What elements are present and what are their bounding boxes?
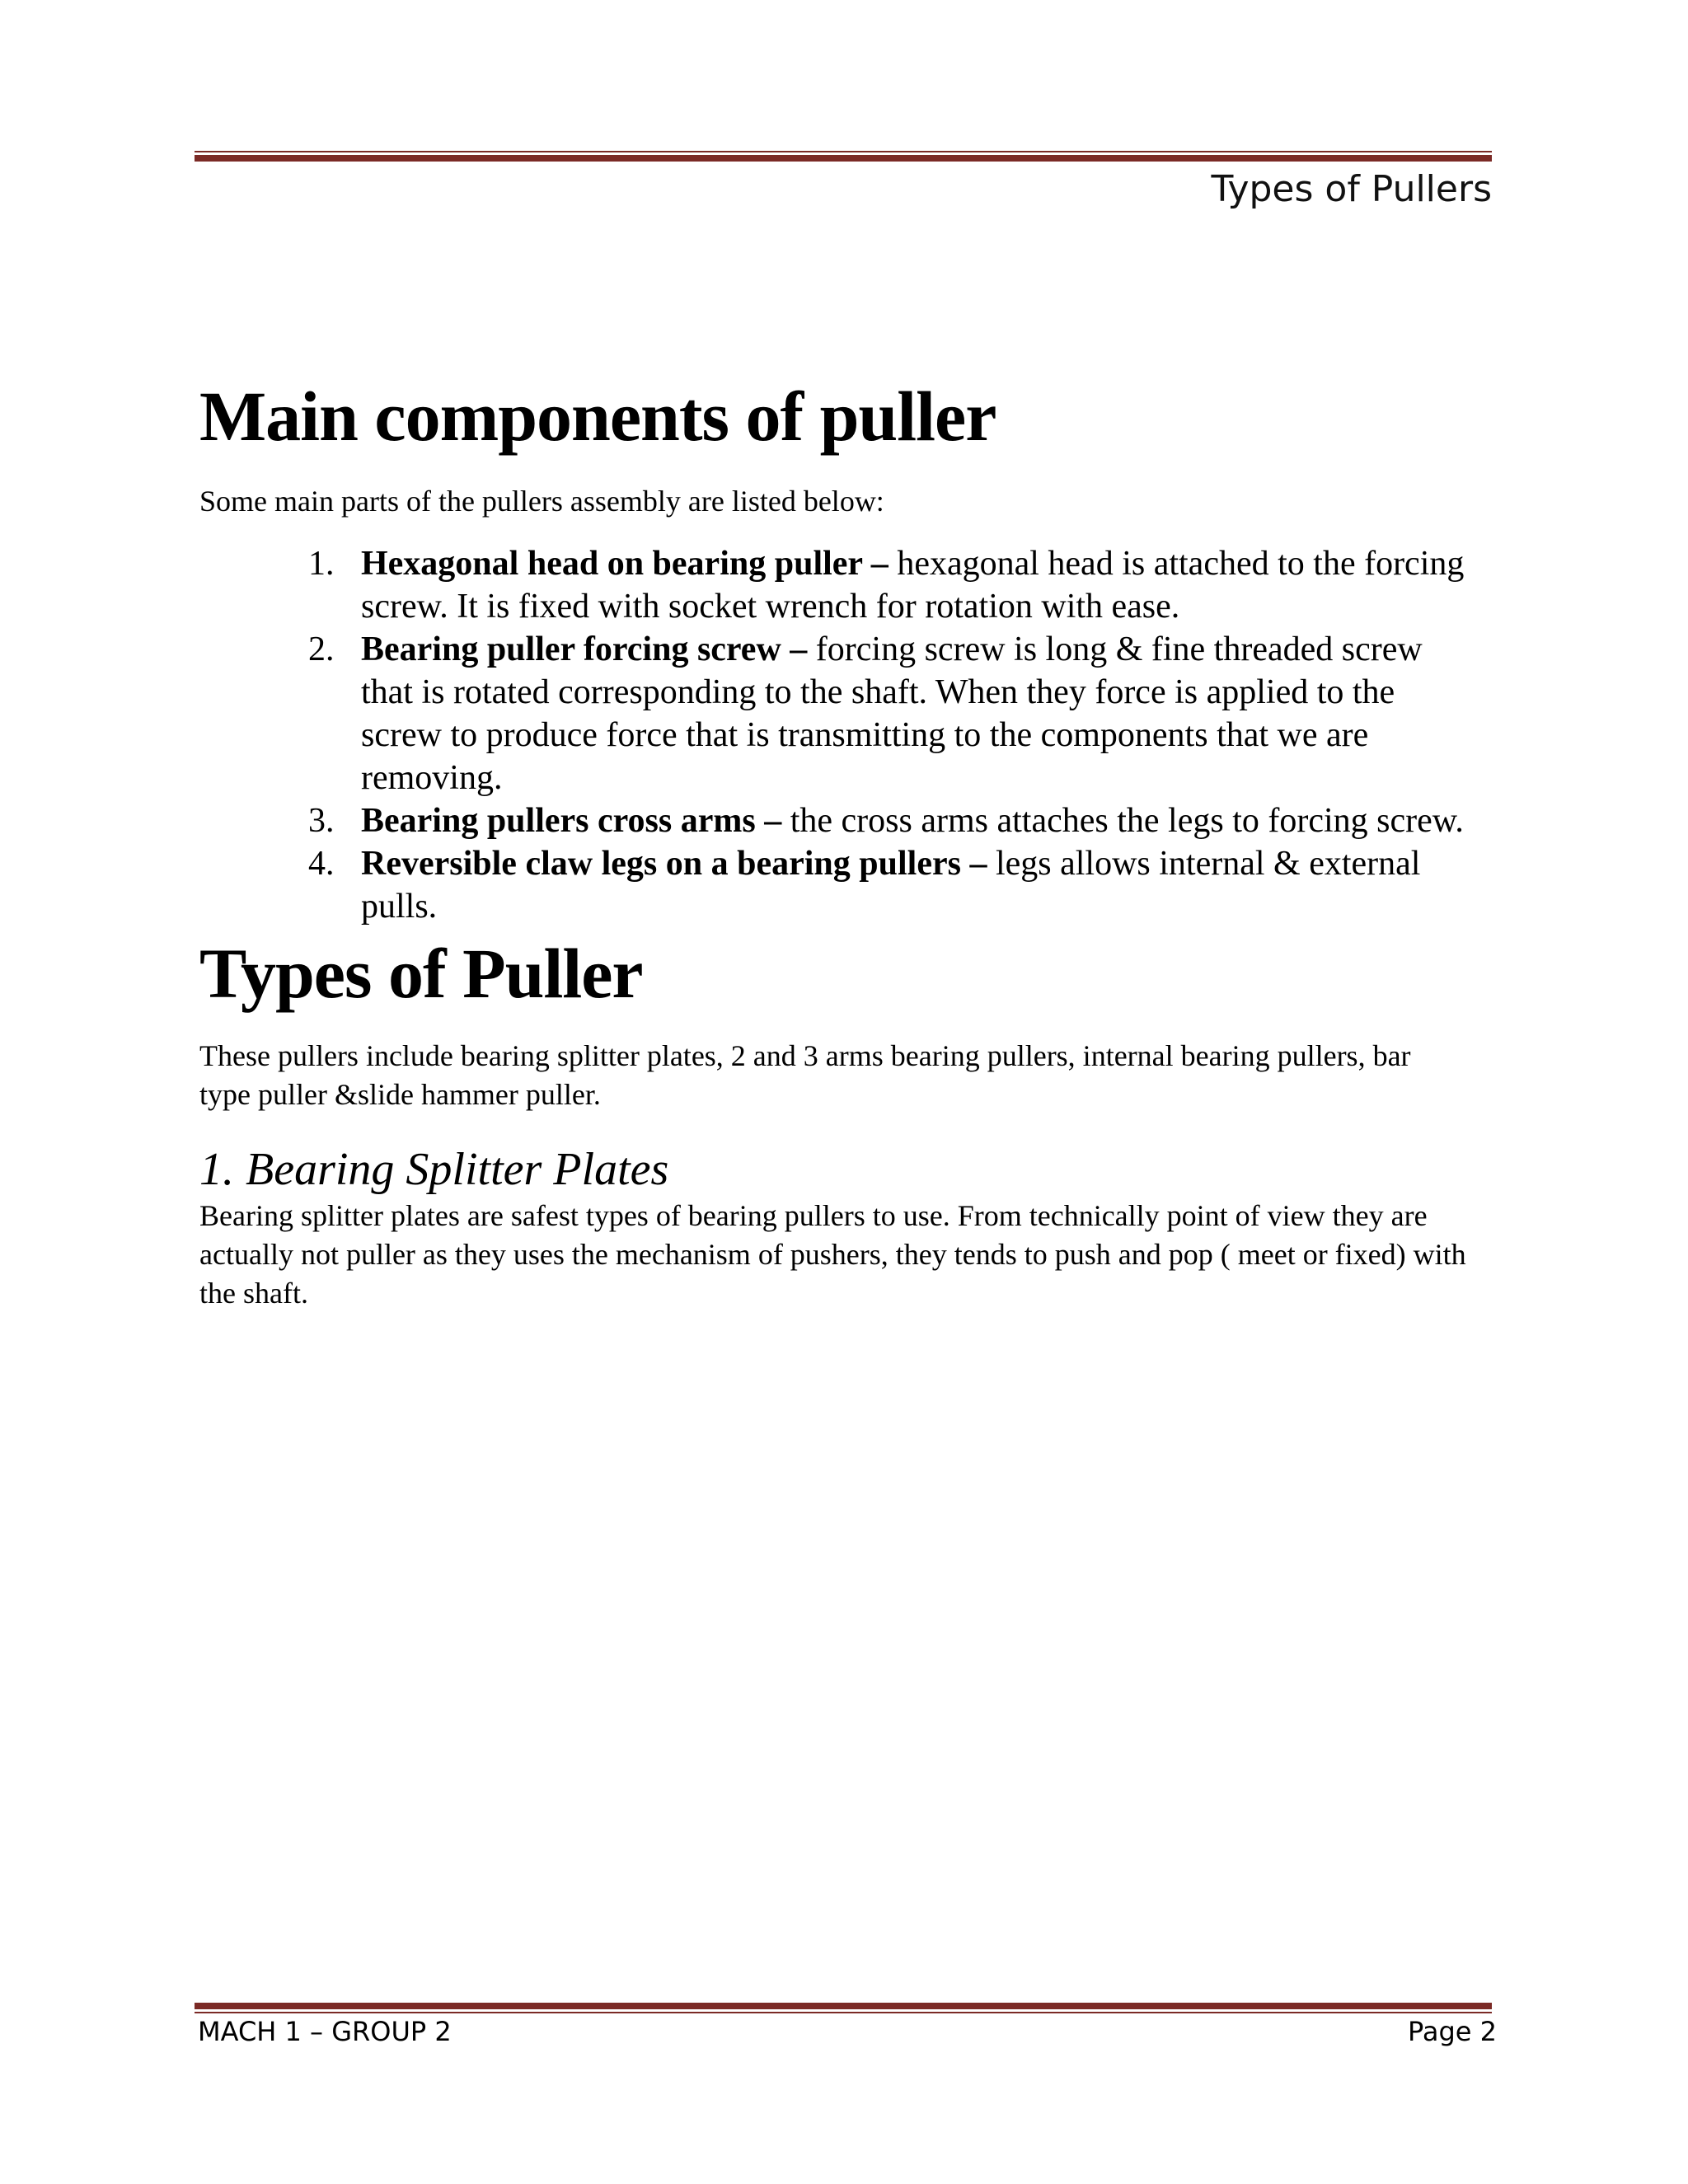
list-item-text: hexagonal head is attached to the forcing screw. It is fixed with socket wrench for rotation with ease. bbox=[361, 545, 1465, 626]
header-rule bbox=[195, 151, 1492, 162]
list-item-number: 3. bbox=[308, 802, 335, 840]
components-list bbox=[199, 542, 1493, 928]
list-item-number: 4. bbox=[308, 845, 335, 883]
list-item bbox=[308, 542, 1493, 628]
components-intro: Some main parts of the pullers assembly are listed below: bbox=[199, 485, 884, 518]
list-item-term: Hexagonal head on bearing puller – bbox=[361, 545, 889, 583]
list-item-term: Bearing pullers cross arms – bbox=[361, 802, 782, 840]
types-intro: These pullers include bearing splitter plates, 2 and 3 arms bearing pullers, internal bearing pullers, bar type puller &slide hammer puller. bbox=[199, 1039, 1411, 1111]
page-content bbox=[199, 371, 1493, 1313]
splitter-plates-heading: 1. Bearing Splitter Plates bbox=[199, 1144, 669, 1195]
list-item-number: 2. bbox=[308, 630, 335, 668]
splitter-plates-text: Bearing splitter plates are safest types of bearing pullers to use. From technically point of view they are actually not puller as they uses the mechanism of pushers, they tends to push and pop ( meet or fixed) with the shaft. bbox=[199, 1199, 1466, 1310]
list-item-text: forcing screw is long & fine threaded screw that is rotated corresponding to the shaft. When they force is applied to the screw to produce force that is transmitting to the components that we are removing. bbox=[361, 630, 1423, 797]
page-number: Page 2 bbox=[1408, 2016, 1497, 2047]
footer-group-label: MACH 1 – GROUP 2 bbox=[198, 2016, 452, 2047]
list-item-term: Reversible claw legs on a bearing pullers – bbox=[361, 845, 987, 883]
list-item-text: legs allows internal & external pulls. bbox=[361, 845, 1421, 926]
running-header-title: Types of Pullers bbox=[1211, 168, 1492, 210]
list-item-term: Bearing puller forcing screw – bbox=[361, 630, 808, 668]
list-item bbox=[308, 842, 1493, 928]
list-item bbox=[308, 799, 1493, 842]
components-heading: Main components of puller bbox=[199, 377, 996, 456]
list-item bbox=[308, 628, 1493, 799]
list-item-text: the cross arms attaches the legs to forcing screw. bbox=[781, 802, 1464, 840]
types-heading: Types of Puller bbox=[199, 934, 643, 1013]
list-item-number: 1. bbox=[308, 545, 335, 583]
